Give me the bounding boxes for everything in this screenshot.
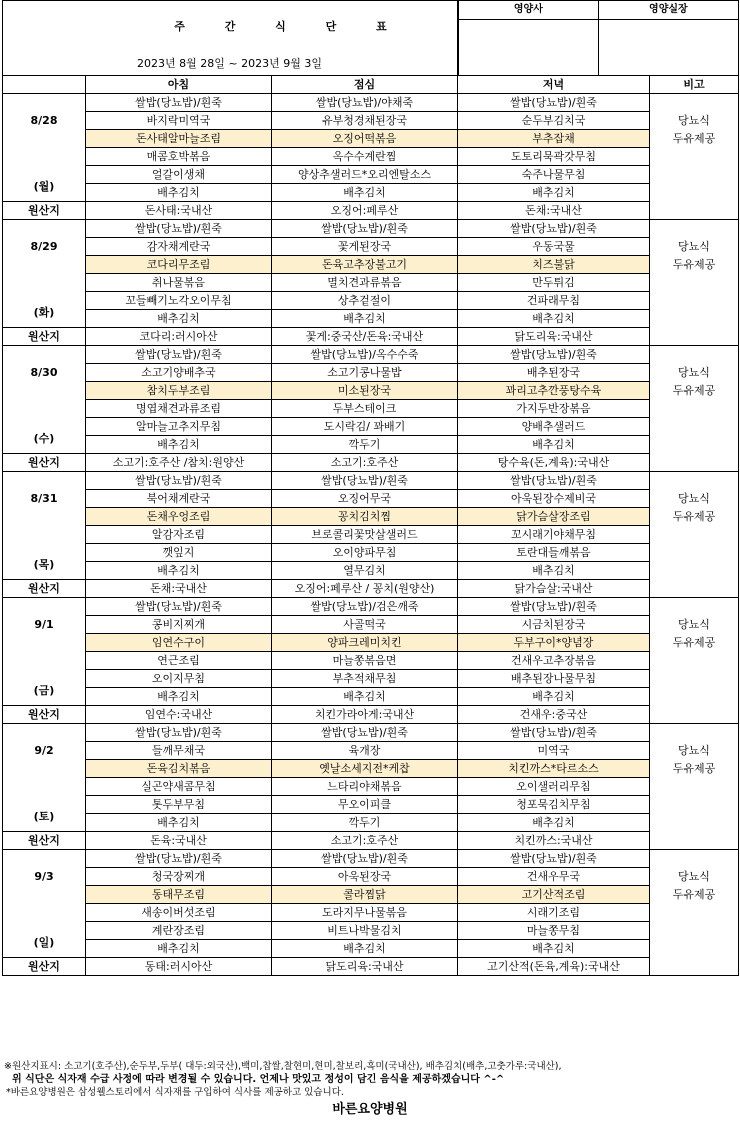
origin-value: 소고기:호주산	[272, 454, 458, 472]
menu-note	[650, 904, 739, 922]
menu-note	[650, 148, 739, 166]
menu-dinner: 아욱된장수제비국	[458, 490, 650, 508]
menu-row	[3, 130, 739, 148]
menu-dinner: 고기산적조림	[458, 886, 650, 904]
menu-breakfast: 취나물볶음	[86, 274, 272, 292]
menu-period: 2023년 8월 28일 ~ 2023년 9월 3일	[3, 53, 458, 76]
menu-note: 두유제공	[650, 508, 739, 526]
menu-dinner: 쌀밥(당뇨밥)/흰죽	[458, 850, 650, 868]
menu-dinner: 꼬시래기야채무침	[458, 526, 650, 544]
col-head-date	[3, 76, 86, 94]
menu-note	[650, 796, 739, 814]
menu-dinner: 두부구이*양념장	[458, 634, 650, 652]
menu-dinner: 토란대들깨볶음	[458, 544, 650, 562]
menu-lunch: 유부청경채된장국	[272, 112, 458, 130]
menu-lunch: 무오이피클	[272, 796, 458, 814]
menu-note	[650, 940, 739, 958]
menu-lunch: 깍두기	[272, 436, 458, 454]
day-date: 9/1	[3, 598, 86, 652]
menu-dinner: 배추김치	[458, 940, 650, 958]
menu-breakfast: 쌀밥(당뇨밥)/흰죽	[86, 220, 272, 238]
footer	[2, 1060, 738, 1116]
menu-row	[3, 346, 739, 364]
menu-breakfast: 배추김치	[86, 940, 272, 958]
menu-breakfast: 쌀밥(당뇨밥)/흰죽	[86, 94, 272, 112]
menu-lunch: 마늘쫑볶음면	[272, 652, 458, 670]
origin-value: 닭도리육:국내산	[458, 328, 650, 346]
menu-row	[3, 598, 739, 616]
menu-note: 두유제공	[650, 130, 739, 148]
day-weekday: (목)	[3, 526, 86, 580]
origin-label: 원산지	[3, 958, 86, 976]
menu-dinner: 만두튀김	[458, 274, 650, 292]
menu-row	[3, 796, 739, 814]
menu-note	[650, 292, 739, 310]
origin-value: 닭가슴살:국내산	[458, 580, 650, 598]
menu-breakfast: 쌀밥(당뇨밥)/흰죽	[86, 472, 272, 490]
menu-row	[3, 382, 739, 400]
menu-note	[650, 418, 739, 436]
menu-note	[650, 688, 739, 706]
day-date: 8/28	[3, 94, 86, 148]
menu-row	[3, 400, 739, 418]
menu-note	[650, 562, 739, 580]
menu-note	[650, 670, 739, 688]
menu-lunch: 돈육고추장불고기	[272, 256, 458, 274]
menu-note: 두유제공	[650, 886, 739, 904]
menu-breakfast: 알마늘고추지무침	[86, 418, 272, 436]
origin-value: 동태:러시아산	[86, 958, 272, 976]
origin-note-empty	[650, 454, 739, 472]
col-head-breakfast: 아침	[86, 76, 272, 94]
menu-breakfast: 배추김치	[86, 310, 272, 328]
menu-lunch: 꽃게된장국	[272, 238, 458, 256]
origin-value: 탕수육(돈,계육):국내산	[458, 454, 650, 472]
menu-breakfast: 돈육김치볶음	[86, 760, 272, 778]
menu-dinner: 배추김치	[458, 562, 650, 580]
menu-breakfast: 명엽채견과류조림	[86, 400, 272, 418]
menu-breakfast: 감자채계란국	[86, 238, 272, 256]
menu-lunch: 쌀밥(당뇨밥)/흰죽	[272, 850, 458, 868]
menu-note	[650, 526, 739, 544]
menu-lunch: 오징어무국	[272, 490, 458, 508]
origin-value: 돈사태:국내산	[86, 202, 272, 220]
menu-dinner: 치킨까스*타르소스	[458, 760, 650, 778]
menu-lunch: 도라지무나물볶음	[272, 904, 458, 922]
menu-dinner: 쌀밥(당뇨밥)/흰죽	[458, 724, 650, 742]
menu-breakfast: 들깨무채국	[86, 742, 272, 760]
menu-row	[3, 850, 739, 868]
menu-dinner: 쌀밥(당뇨밥)/흰죽	[458, 346, 650, 364]
menu-note: 두유제공	[650, 634, 739, 652]
signature-box-dietitian	[459, 19, 599, 75]
menu-lunch: 멸치견과류볶음	[272, 274, 458, 292]
menu-breakfast: 쌀밥(당뇨밥)/흰죽	[86, 598, 272, 616]
origin-row	[3, 328, 739, 346]
menu-row	[3, 310, 739, 328]
menu-note: 두유제공	[650, 382, 739, 400]
menu-note: 당뇨식	[650, 112, 739, 130]
origin-label: 원산지	[3, 202, 86, 220]
menu-breakfast: 배추김치	[86, 436, 272, 454]
menu-note	[650, 94, 739, 112]
menu-row	[3, 418, 739, 436]
menu-breakfast: 새송이버섯조림	[86, 904, 272, 922]
menu-row	[3, 886, 739, 904]
menu-dinner: 쌀밥(당뇨밥)/흰죽	[458, 220, 650, 238]
menu-dinner: 배추된장국	[458, 364, 650, 382]
origin-value: 치킨까스:국내산	[458, 832, 650, 850]
menu-row	[3, 670, 739, 688]
menu-breakfast: 배추김치	[86, 688, 272, 706]
menu-note	[650, 400, 739, 418]
menu-breakfast: 배추김치	[86, 814, 272, 832]
menu-note	[650, 346, 739, 364]
origin-value: 임연수:국내산	[86, 706, 272, 724]
menu-note: 당뇨식	[650, 868, 739, 886]
menu-breakfast: 돈사태알마늘조림	[86, 130, 272, 148]
menu-breakfast: 쌀밥(당뇨밥)/흰죽	[86, 724, 272, 742]
day-date: 8/30	[3, 346, 86, 400]
menu-lunch: 소고기콩나물밥	[272, 364, 458, 382]
menu-breakfast: 계란장조림	[86, 922, 272, 940]
menu-row	[3, 526, 739, 544]
menu-note	[650, 166, 739, 184]
change-notice: 위 식단은 식자재 수급 사정에 따라 변경될 수 있습니다. 언제나 맛있고 정성이 담긴 음식을 제공하겠습니다 ^-^	[12, 1074, 505, 1085]
origin-value: 고기산적(돈육,계육):국내산	[458, 958, 650, 976]
menu-dinner: 미역국	[458, 742, 650, 760]
menu-note: 당뇨식	[650, 364, 739, 382]
menu-dinner: 건새우무국	[458, 868, 650, 886]
menu-dinner: 순두부김치국	[458, 112, 650, 130]
menu-dinner: 배추김치	[458, 814, 650, 832]
menu-row	[3, 904, 739, 922]
menu-dinner: 시래기조림	[458, 904, 650, 922]
menu-note	[650, 598, 739, 616]
origin-note-empty	[650, 958, 739, 976]
origin-row	[3, 706, 739, 724]
menu-row	[3, 724, 739, 742]
menu-breakfast: 임연수구이	[86, 634, 272, 652]
menu-note	[650, 652, 739, 670]
menu-note	[650, 472, 739, 490]
menu-breakfast: 톳두부무침	[86, 796, 272, 814]
menu-lunch: 양파크레미치킨	[272, 634, 458, 652]
origin-value: 돈육:국내산	[86, 832, 272, 850]
menu-row	[3, 688, 739, 706]
menu-dinner: 우동국물	[458, 238, 650, 256]
menu-lunch: 아욱된장국	[272, 868, 458, 886]
menu-note	[650, 778, 739, 796]
menu-row	[3, 490, 739, 508]
signature-label-chief: 영양실장	[598, 1, 738, 19]
menu-row	[3, 922, 739, 940]
menu-lunch: 쌀밥(당뇨밥)/흰죽	[272, 724, 458, 742]
menu-breakfast: 북어채계란국	[86, 490, 272, 508]
menu-lunch: 꽁치김치찜	[272, 508, 458, 526]
menu-row	[3, 760, 739, 778]
menu-dinner: 배추김치	[458, 436, 650, 454]
menu-row	[3, 436, 739, 454]
menu-dinner: 시금치된장국	[458, 616, 650, 634]
menu-dinner: 건파래무침	[458, 292, 650, 310]
menu-breakfast: 참치두부조림	[86, 382, 272, 400]
menu-breakfast: 바지락미역국	[86, 112, 272, 130]
menu-row	[3, 472, 739, 490]
menu-dinner: 청포묵김치무침	[458, 796, 650, 814]
menu-lunch: 두부스테이크	[272, 400, 458, 418]
menu-breakfast: 매콤호박볶음	[86, 148, 272, 166]
menu-breakfast: 돈채우엉조림	[86, 508, 272, 526]
menu-dinner: 오이샐러리무침	[458, 778, 650, 796]
menu-lunch: 콜라찜닭	[272, 886, 458, 904]
menu-note: 두유제공	[650, 256, 739, 274]
day-date: 9/3	[3, 850, 86, 904]
origin-label: 원산지	[3, 454, 86, 472]
menu-breakfast: 쌀밥(당뇨밥)/흰죽	[86, 850, 272, 868]
origin-value: 건새우:중국산	[458, 706, 650, 724]
origin-label: 원산지	[3, 580, 86, 598]
menu-dinner: 양배추샐러드	[458, 418, 650, 436]
signature-table	[458, 1, 738, 76]
origin-value: 소고기:호주산 /참치:원양산	[86, 454, 272, 472]
menu-breakfast: 얼갈이생채	[86, 166, 272, 184]
menu-lunch: 옛날소세지전*케찹	[272, 760, 458, 778]
menu-row	[3, 238, 739, 256]
menu-lunch: 미소된장국	[272, 382, 458, 400]
menu-note	[650, 922, 739, 940]
menu-dinner: 가지두반장볶음	[458, 400, 650, 418]
menu-lunch: 육개장	[272, 742, 458, 760]
menu-row	[3, 292, 739, 310]
menu-row	[3, 508, 739, 526]
origin-value: 돈채:국내산	[458, 202, 650, 220]
menu-row	[3, 274, 739, 292]
menu-breakfast: 배추김치	[86, 184, 272, 202]
menu-lunch: 배추김치	[272, 184, 458, 202]
menu-note	[650, 436, 739, 454]
menu-lunch: 옥수수계란찜	[272, 148, 458, 166]
menu-row	[3, 148, 739, 166]
menu-lunch: 양상추샐러드*오리엔탈소스	[272, 166, 458, 184]
menu-note	[650, 274, 739, 292]
menu-lunch: 배추김치	[272, 940, 458, 958]
menu-table	[2, 0, 739, 976]
origin-note-empty	[650, 832, 739, 850]
menu-dinner: 배추김치	[458, 184, 650, 202]
menu-note: 당뇨식	[650, 238, 739, 256]
menu-note	[650, 850, 739, 868]
menu-row	[3, 256, 739, 274]
menu-dinner: 건새우고추장볶음	[458, 652, 650, 670]
menu-lunch: 오이양파무침	[272, 544, 458, 562]
menu-note	[650, 184, 739, 202]
origin-value: 돈채:국내산	[86, 580, 272, 598]
menu-dinner: 쌀밥(당뇨밥)/흰죽	[458, 598, 650, 616]
menu-row	[3, 184, 739, 202]
menu-row	[3, 616, 739, 634]
menu-row	[3, 634, 739, 652]
day-weekday: (일)	[3, 904, 86, 958]
menu-dinner: 배추김치	[458, 310, 650, 328]
menu-dinner: 쌀밥(당뇨밥)/흰죽	[458, 472, 650, 490]
menu-note	[650, 814, 739, 832]
menu-row	[3, 562, 739, 580]
menu-lunch: 쌀밥(당뇨밥)/흰죽	[272, 472, 458, 490]
day-date: 8/31	[3, 472, 86, 526]
menu-breakfast: 쌀밥(당뇨밥)/흰죽	[86, 346, 272, 364]
day-date: 8/29	[3, 220, 86, 274]
menu-dinner: 쌀밥(당뇨밥)/흰죽	[458, 94, 650, 112]
origin-note-empty	[650, 580, 739, 598]
signature-label-dietitian: 영양사	[459, 1, 599, 19]
menu-breakfast: 연근조림	[86, 652, 272, 670]
menu-breakfast: 오이지무침	[86, 670, 272, 688]
menu-row	[3, 778, 739, 796]
origin-value: 닭도리육:국내산	[272, 958, 458, 976]
origin-note-empty	[650, 706, 739, 724]
page-title: 주 간 식 단 표	[3, 1, 458, 53]
day-date: 9/2	[3, 724, 86, 778]
menu-breakfast: 청국장찌개	[86, 868, 272, 886]
menu-lunch: 쌀밥(당뇨밥)/검은깨죽	[272, 598, 458, 616]
signature-area	[458, 1, 739, 76]
signature-box-chief	[598, 19, 738, 75]
menu-lunch: 브로콜리꽃맛살샐러드	[272, 526, 458, 544]
col-head-dinner: 저녁	[458, 76, 650, 94]
menu-breakfast: 꼬들빼기노각오이무침	[86, 292, 272, 310]
menu-dinner: 배추김치	[458, 688, 650, 706]
menu-lunch: 쌀밥(당뇨밥)/흰죽	[272, 220, 458, 238]
menu-row	[3, 814, 739, 832]
origin-row	[3, 832, 739, 850]
menu-lunch: 깍두기	[272, 814, 458, 832]
menu-breakfast: 코다리무조림	[86, 256, 272, 274]
menu-lunch: 열무김치	[272, 562, 458, 580]
menu-note	[650, 220, 739, 238]
origin-notice: ※원산지표시: 소고기(호주산),순두부,두부( 대두:외국산),백미,찹쌀,찰현미,현미,찰보리,흑미(국내산), 배추김치(배추,고춧가루:국내산),	[4, 1061, 562, 1072]
origin-row	[3, 454, 739, 472]
origin-note-empty	[650, 328, 739, 346]
menu-row	[3, 544, 739, 562]
day-weekday: (월)	[3, 148, 86, 202]
origin-label: 원산지	[3, 328, 86, 346]
menu-note: 당뇨식	[650, 742, 739, 760]
origin-row	[3, 580, 739, 598]
menu-lunch: 비트나박물김치	[272, 922, 458, 940]
menu-row	[3, 220, 739, 238]
origin-label: 원산지	[3, 832, 86, 850]
menu-row	[3, 742, 739, 760]
origin-value: 코다리:러시아산	[86, 328, 272, 346]
menu-lunch: 오징어떡볶음	[272, 130, 458, 148]
menu-lunch: 부추적채무침	[272, 670, 458, 688]
menu-dinner: 배추된장나물무침	[458, 670, 650, 688]
menu-row	[3, 652, 739, 670]
menu-lunch: 배추김치	[272, 310, 458, 328]
menu-breakfast: 알감자조림	[86, 526, 272, 544]
day-weekday: (토)	[3, 778, 86, 832]
menu-note	[650, 724, 739, 742]
menu-row	[3, 94, 739, 112]
day-weekday: (금)	[3, 652, 86, 706]
menu-row	[3, 166, 739, 184]
origin-value: 오징어:페루산 / 꽁치(원양산)	[272, 580, 458, 598]
menu-row	[3, 112, 739, 130]
menu-note: 두유제공	[650, 760, 739, 778]
menu-note: 당뇨식	[650, 490, 739, 508]
menu-dinner: 부추잡채	[458, 130, 650, 148]
menu-note	[650, 310, 739, 328]
menu-lunch: 쌀밥(당뇨밥)/옥수수죽	[272, 346, 458, 364]
menu-breakfast: 배추김치	[86, 562, 272, 580]
menu-dinner: 마늘쫑무침	[458, 922, 650, 940]
menu-lunch: 배추김치	[272, 688, 458, 706]
menu-row	[3, 940, 739, 958]
menu-dinner: 꽈리고추깐풍탕수육	[458, 382, 650, 400]
menu-dinner: 숙주나물무침	[458, 166, 650, 184]
menu-breakfast: 깻잎지	[86, 544, 272, 562]
origin-value: 소고기:호주산	[272, 832, 458, 850]
origin-row	[3, 202, 739, 220]
day-weekday: (수)	[3, 400, 86, 454]
col-head-lunch: 점심	[272, 76, 458, 94]
origin-value: 치킨가라아게:국내산	[272, 706, 458, 724]
menu-dinner: 도토리묵곽갓무침	[458, 148, 650, 166]
menu-lunch: 느타리야채볶음	[272, 778, 458, 796]
menu-breakfast: 실곤약새콤무침	[86, 778, 272, 796]
menu-lunch: 쌀밥(당뇨밥)/야채죽	[272, 94, 458, 112]
origin-note-empty	[650, 202, 739, 220]
menu-note	[650, 544, 739, 562]
menu-lunch: 도시락김/ 꽈배기	[272, 418, 458, 436]
purchase-notice: *바른요양병원은 삼성웰스토리에서 식자재를 구입하여 식사를 제공하고 있습니다.	[6, 1087, 344, 1098]
menu-note: 당뇨식	[650, 616, 739, 634]
origin-label: 원산지	[3, 706, 86, 724]
col-head-note: 비고	[650, 76, 739, 94]
menu-lunch: 상추겉절이	[272, 292, 458, 310]
menu-dinner: 닭가슴살장조림	[458, 508, 650, 526]
menu-lunch: 사골떡국	[272, 616, 458, 634]
origin-row	[3, 958, 739, 976]
hospital-name: 바른요양병원	[332, 1102, 408, 1117]
menu-row	[3, 868, 739, 886]
day-weekday: (화)	[3, 274, 86, 328]
menu-breakfast: 콩비지찌개	[86, 616, 272, 634]
origin-value: 오징어:페루산	[272, 202, 458, 220]
menu-row	[3, 364, 739, 382]
menu-breakfast: 동태무조림	[86, 886, 272, 904]
menu-dinner: 치즈불닭	[458, 256, 650, 274]
origin-value: 꽃게:중국산/돈육:국내산	[272, 328, 458, 346]
menu-breakfast: 소고기양배추국	[86, 364, 272, 382]
